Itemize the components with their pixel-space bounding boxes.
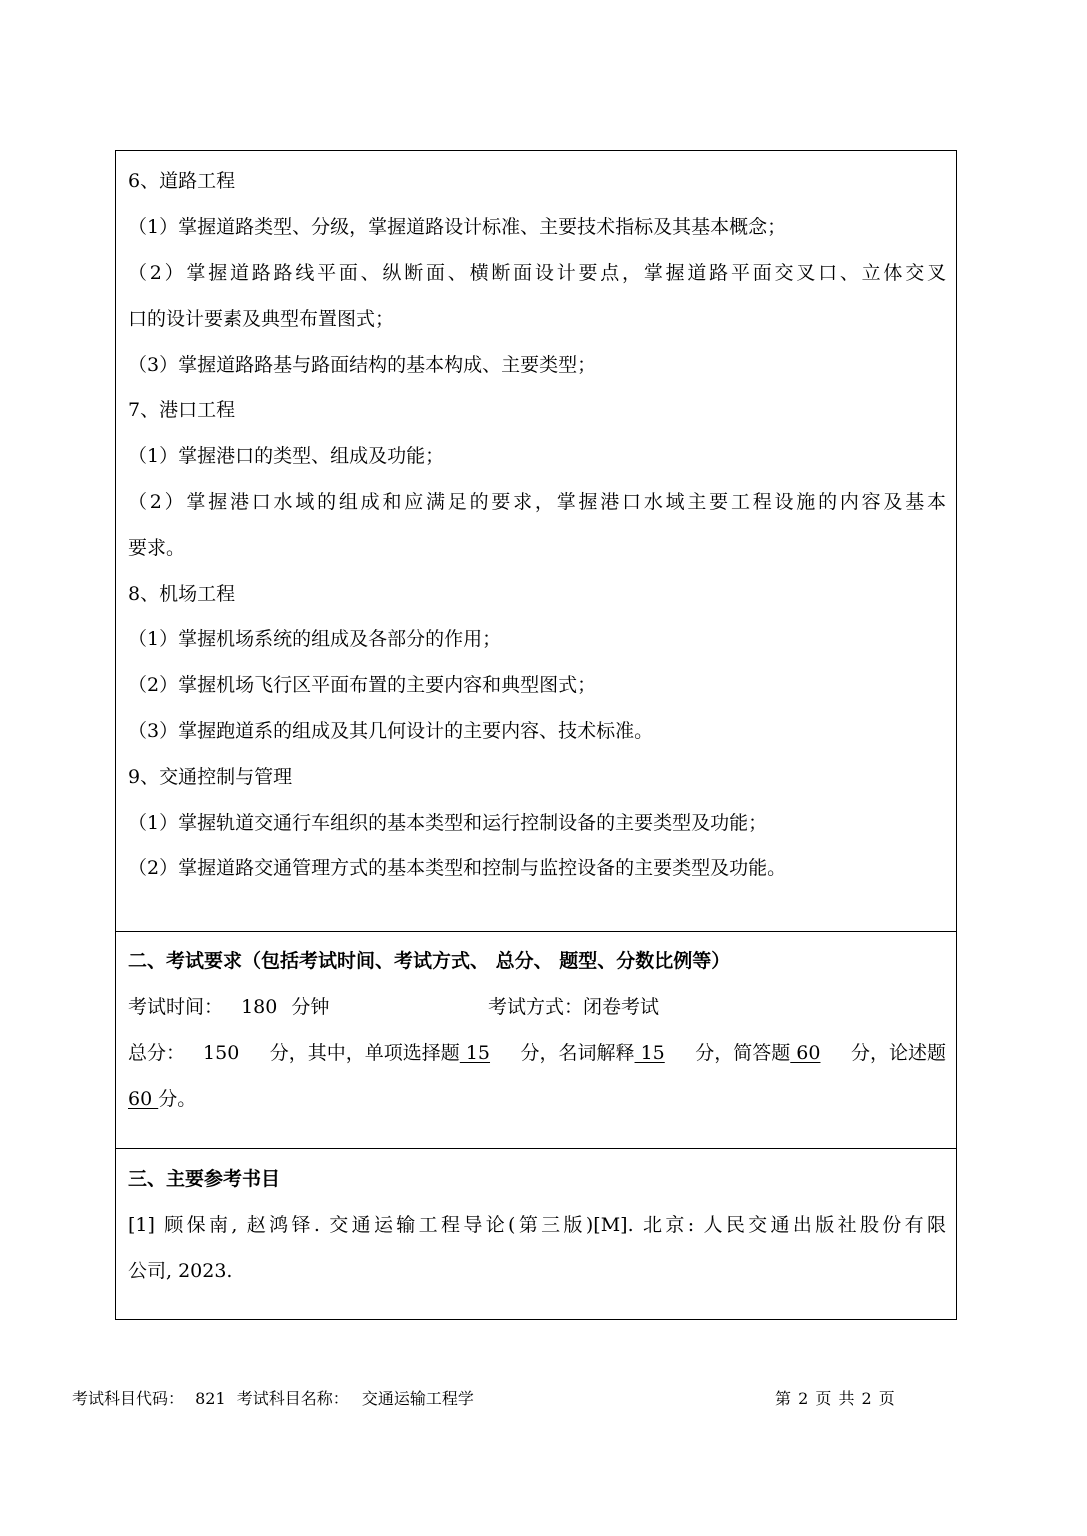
item-port-2-line1: （2）掌握港口水域的组成和应满足的要求，掌握港口水域主要工程设施的内容及基本	[128, 491, 946, 513]
essay-score-line	[128, 1087, 946, 1111]
item-airport-1: （1）掌握机场系统的组成及各部分的作用；	[128, 628, 502, 650]
item-road-3: （3）掌握道路路基与路面结构的基本构成、主要类型；	[128, 354, 597, 376]
total-score-line	[128, 1041, 946, 1065]
heading-traffic-control: 9、交通控制与管理	[128, 766, 293, 788]
short-answer-score: 60	[790, 1042, 821, 1064]
references-title: 三、主要参考书目	[128, 1168, 281, 1190]
total-label: 总分：	[128, 1042, 186, 1064]
term-score: 15	[634, 1042, 665, 1064]
exam-time-line	[128, 995, 946, 1019]
essay-score: 60	[128, 1088, 159, 1110]
heading-road-engineering: 6、道路工程	[128, 170, 236, 192]
item-port-1: （1）掌握港口的类型、组成及功能；	[128, 445, 445, 467]
item-airport-3: （3）掌握跑道系的组成及其几何设计的主要内容、技术标准。	[128, 720, 654, 742]
choice-score: 15	[459, 1042, 491, 1064]
score-text-2: 分，名词解释	[520, 1042, 635, 1064]
score-text-3: 分，简答题	[695, 1042, 791, 1064]
footer-subject-info	[72, 1388, 474, 1410]
item-airport-2: （2）掌握机场飞行区平面布置的主要内容和典型图式；	[128, 674, 597, 696]
item-road-1: （1）掌握道路类型、分级，掌握道路设计标准、主要技术指标及其基本概念；	[128, 216, 787, 238]
heading-port-engineering: 7、港口工程	[128, 399, 236, 421]
references-box	[115, 1148, 957, 1320]
footer-page-info: 第 2 页 共 2 页	[775, 1389, 895, 1408]
exam-time-unit: 分钟	[291, 996, 330, 1018]
heading-airport-engineering: 8、机场工程	[128, 583, 236, 605]
item-port-2-line2: 要求。	[128, 537, 186, 559]
exam-time-value: 180	[241, 996, 278, 1018]
exam-requirements-title: 二、考试要求（包括考试时间、考试方式、 总分、 题型、分数比例等）	[128, 950, 731, 972]
item-traffic-2: （2）掌握道路交通管理方式的基本类型和控制与监控设备的主要类型及功能。	[128, 857, 787, 879]
item-traffic-1: （1）掌握轨道交通行车组织的基本类型和运行控制设备的主要类型及功能；	[128, 812, 768, 834]
score-text-1: 分，其中，单项选择题	[269, 1042, 460, 1064]
score-text-5: 分。	[158, 1088, 197, 1110]
exam-time-label: 考试时间：	[128, 996, 224, 1018]
exam-requirements-box	[115, 931, 957, 1149]
exam-method: 考试方式：闭卷考试	[488, 996, 660, 1018]
total-value: 150	[203, 1042, 240, 1064]
score-text-4: 分，论述题	[850, 1042, 946, 1064]
footer-code-value: 821	[195, 1389, 226, 1408]
footer-code-label: 考试科目代码：	[72, 1389, 185, 1408]
reference-1-line1: [1] 顾保南, 赵鸿铎. 交通运输工程导论(第三版)[M]. 北京: 人民交通出版社股份有限	[128, 1214, 946, 1236]
syllabus-content-box	[115, 150, 957, 932]
item-road-2-line2: 口的设计要素及典型布置图式；	[128, 308, 395, 330]
footer-name-value: 交通运输工程学	[361, 1389, 474, 1408]
footer-name-label: 考试科目名称：	[236, 1389, 349, 1408]
reference-1-line2: 公司, 2023.	[128, 1260, 233, 1282]
item-road-2-line1: （2）掌握道路路线平面、纵断面、横断面设计要点，掌握道路平面交叉口、立体交叉	[128, 262, 946, 284]
